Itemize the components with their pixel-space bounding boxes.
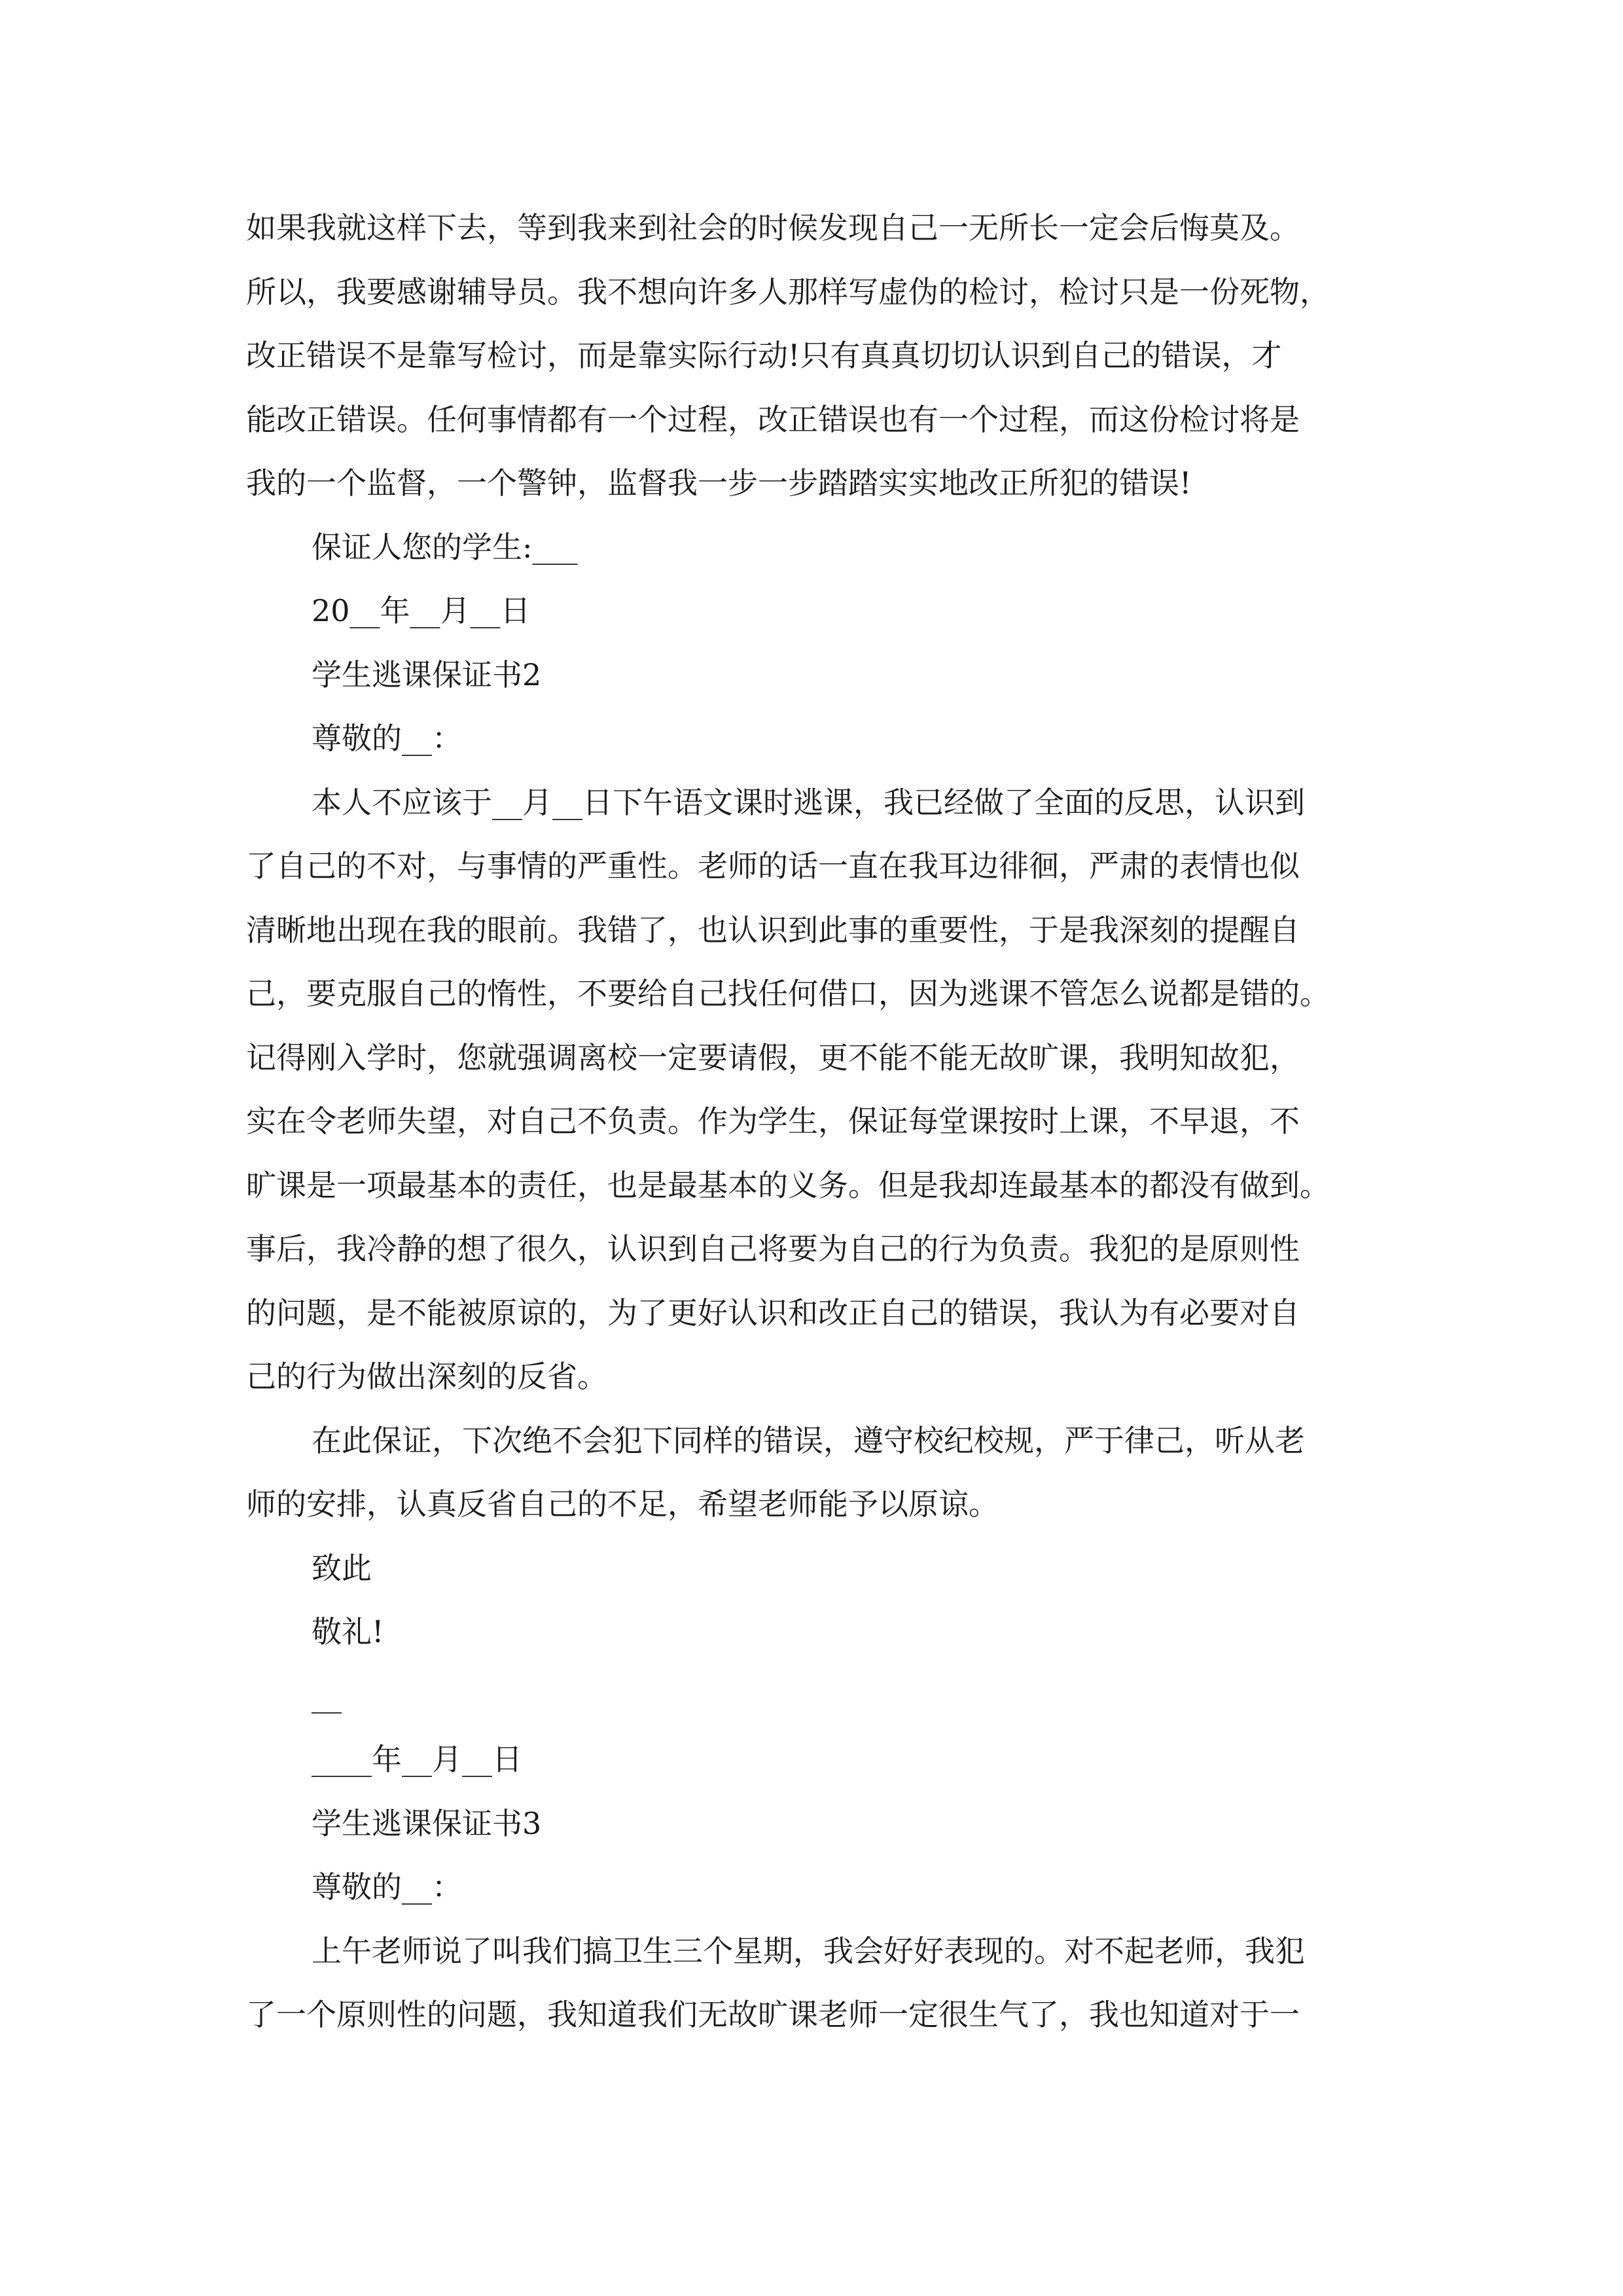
signature-line: __ — [312, 1677, 342, 1713]
text-line: 师的安排，认真反省自己的不足，希望老师能予以原谅。 — [246, 1486, 999, 1522]
text-line: 所以，我要感谢辅导员。我不想向许多人那样写虚伪的检讨，检讨只是一份死物， — [246, 274, 1330, 310]
text-line: 上午老师说了叫我们搞卫生三个星期，我会好好表现的。对不起老师，我犯 — [312, 1933, 1305, 1969]
text-line: 旷课是一项最基本的责任，也是最基本的义务。但是我却连最基本的都没有做到。 — [246, 1167, 1330, 1203]
date-line: 20__年__月__日 — [312, 593, 531, 628]
text-line: 我的一个监督，一个警钟，监督我一步一步踏踏实实地改正所犯的错误! — [246, 465, 1192, 501]
date-line: ____年__月__日 — [312, 1742, 522, 1777]
text-line: 实在令老师失望，对自己不负责。作为学生，保证每堂课按时上课，不早退，不 — [246, 1103, 1300, 1139]
text-line: 清晰地出现在我的眼前。我错了，也认识到此事的重要性，于是我深刻的提醒自 — [246, 912, 1300, 948]
document-body — [246, 196, 1385, 2047]
text-line: 本人不应该于__月__日下午语文课时逃课，我已经做了全面的反思，认识到 — [312, 784, 1305, 820]
text-line: 记得刚入学时，您就强调离校一定要请假，更不能不能无故旷课，我明知故犯， — [246, 1039, 1300, 1075]
text-line: 如果我就这样下去，等到我来到社会的时候发现自己一无所长一定会后悔莫及。 — [246, 210, 1300, 245]
text-line: 在此保证，下次绝不会犯下同样的错误，遵守校纪校规，严于律己，听从老 — [312, 1422, 1305, 1458]
text-line: 己，要克服自己的惰性，不要给自己找任何借口，因为逃课不管怎么说都是错的。 — [246, 976, 1330, 1011]
closing-line: 敬礼! — [312, 1614, 384, 1649]
text-line: 了一个原则性的问题，我知道我们无故旷课老师一定很生气了，我也知道对于一 — [246, 1997, 1300, 2032]
section-title: 学生逃课保证书3 — [312, 1805, 542, 1841]
text-line: 己的行为做出深刻的反省。 — [246, 1359, 607, 1394]
salutation: 尊敬的__： — [312, 721, 462, 756]
section-title: 学生逃课保证书2 — [312, 656, 542, 692]
salutation: 尊敬的__： — [312, 1869, 462, 1905]
guarantor-line: 保证人您的学生:___ — [312, 529, 578, 565]
text-line: 能改正错误。任何事情都有一个过程，改正错误也有一个过程，而这份检讨将是 — [246, 401, 1300, 437]
closing-line: 致此 — [312, 1550, 372, 1586]
text-line: 了自己的不对，与事情的严重性。老师的话一直在我耳边徘徊，严肃的表情也似 — [246, 848, 1300, 884]
text-line: 改正错误不是靠写检讨，而是靠实际行动!只有真真切切认识到自己的错误，才 — [246, 338, 1282, 373]
text-line: 事后，我冷静的想了很久，认识到自己将要为自己的行为负责。我犯的是原则性 — [246, 1231, 1300, 1266]
text-line: 的问题，是不能被原谅的，为了更好认识和改正自己的错误，我认为有必要对自 — [246, 1295, 1300, 1331]
